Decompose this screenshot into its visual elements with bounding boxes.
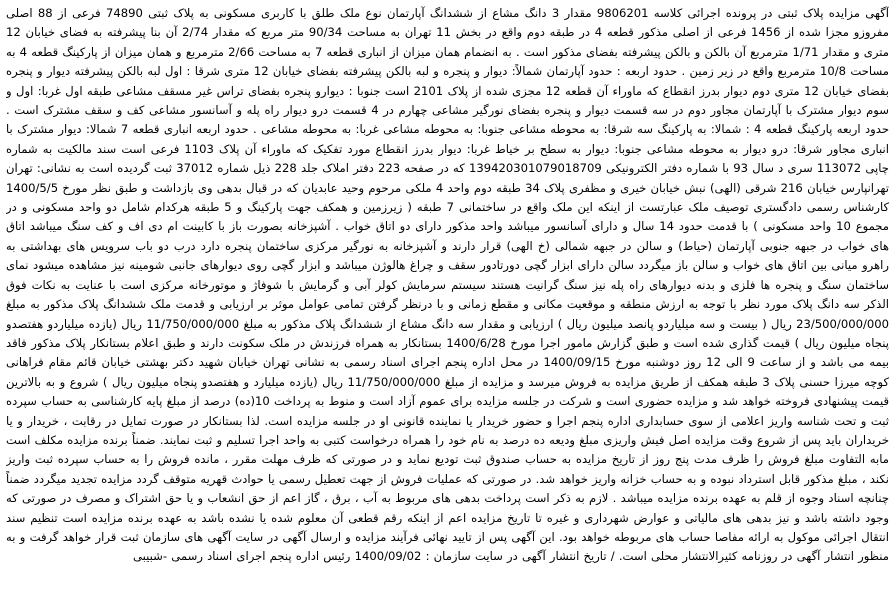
notice-body-text: آگهی مزایده پلاک ثبتی در پرونده اجرائی کلاسه 9806201 مقدار 3 دانگ مشاع از ششدانگ آپارتمان نوع ملک طلق با کاربری مسکونی به پلاک ثبتی 74890 فرعی از 88 اصلی مفروزو مجزا شده از 1456 فرعی از اصلی مذکور قطعه 4 در طبقه دوم واقع در بخش 11 تهران به مساحت 90/34 متر مربع که مقدار 2/74 آن بنا پیشرفته به فضای خیابان 12 متری و مقدار 1/71 مترمربع آن بالکن و بالکن پیشرفته بفضای مذکور است . به انضمام همان میزان از انباری قطعه 7 به مساحت 2/66 مترمربع و همان میزان از پارکینگ قطعه 4 به مساحت 10/8 مترمربع واقع در زیر زمین . حدود اربعه : حدود آپارتمان شمالاً: دیوار و پنجره و لبه بالکن پیشرفته بفضای خیابان 12 متری شرقا : اول لبه بالکن پیشرفته دیوار و پنجره بفضای خیابان 12 متری دوم دیوار بدرز انقطاع که ماوراء آن قطعه 12 مجزی شده از پلاک 2101 است جنوبا : دیوارو پنجره بفضای تراس غیر مسقف مشاعی طبقه اول غربا: اول و سوم دیوار مشترک با آپارتمان مجاور دوم در سه قسمت دیوار و پنجره بفضای نورگیر مشاعی چهارم در 4 قسمت درو دیوار راه پله و آسانسور مشاعی کف و سقف مشترک است . حدود اربعه پارکینگ قطعه 4 : شمالا: به پارکینگ سه شرقا: به محوطه مشاعی جنوبا: به محوطه مشاعی غربا: به محوطه مشاعی . حدود اربعه انباری قطعه 7 شمالا: دیوار مشترک با انباری مجاور شرقا: درو دیوار به محوطه مشاعی جنوبا: دیوار به سطح بر خیاط غربا: دیوار بدرز انقطاع مورد تفکیک که ماوراء آن پلاک 1103 فرعی است سند مالکیت به شماره چاپی 113072 سری د سال 93 با شماره دفتر الکترونیکی 139420301079018709 که در صفحه 223 دفتر املاک جلد 228 ذیل شماره 37012 ثبت گردیده است به نشانی: تهران تهرانپارس خیابان 216 شرقی (الهی) نبش خیابان خیری و مظفری پلاک 34 طبقه دوم واحد 4 ملکی مرحوم وحید عابدیان که در قبال بدهی وی بازداشت و طبق نظر مورخ 1400/5/5 کارشناس رسمی دادگستری توصیف ملک عبارتست از اینکه این ملک واقع در ساختمانی 7 طبقه ( زیرزمین و همکف جهت پارکینگ و 5 طبقه هرکدام شامل دو واحد مسکونی و در مجموع 10 واحد مسکونی ) با قدمت حدود 14 سال و دارای آسانسور میباشد واحد مذکور دارای دو اتاق خواب . آشپزخانه بصورت باز با کابینت ام دی اف و کف سنگ میباشد اتاق های خواب در جبهه جنوبی آپارتمان (حیاط) و سالن در جبهه شمالی (خ الهی) قرار دارند و آشپزخانه به نورگیر مرکزی ساختمان پنجره دارد درب دو باب سرویس های بهداشتی به راهرو میانی بین اتاق های خواب و سالن باز میگردد سالن دارای ابزار گچی دورتادور سقف و چراغ هالوژن میباشد و ابزار گچی روی دیوارهای جانبی شومینه نیز مشاهده میشود نمای ساختمان سنگ و پنجره ها فلزی و بدنه دیوارهای راه پله نیز سنگ گرانیت هستند سیستم سرمایش کولر آبی و گرمایش با شوفاژ و موتورخانه مرکزی است با عنایت به نکات فوق الذکر سه دانگ پلاک مورد نظر با توجه به ارزش منطقه و موقعیت مکانی و مقطع زمانی و با درنظر گرفتن تمامی عوامل موثر بر ارزیابی و قدمت ملک ششدانگ پلاک مذکور به مبلغ 23/500/000/000 ریال ( بیست و سه میلیاردو پانصد میلیون ریال ) ارزیابی و مقدار سه دانگ مشاع از ششدانگ پلاک مذکور به مبلغ 11/750/000/000 ریال (یازده میلیاردو هفتصدو پنجاه میلیون ریال ) قیمت گذاری شده است و طبق گزارش مامور اجرا مورخ 1400/6/28 بستانکار به همراه فرزندش در ملک سکونت دارند و طبق اعلام بستانکار پلاک مذکور فاقد بیمه می باشد و از ساعت 9 الی 12 روز دوشنبه مورخ 1400/09/15 در محل اداره پنجم اجرای اسناد رسمی به نشانی تهران خیابان شهید دکتر بهشتی خیابان قائم مقام فراهانی کوچه میرزا حسنی پلاک 3 طبقه همکف از طریق مزایده به فروش میرسد و مزایده از مبلغ 11/750/000/000 ریال (یازده میلیارد و هفتصدو پنجاه میلیون ریال ) شروع و به بالاترین قیمت پیشنهادی فروخته خواهد شد و مزایده حضوری است و شرکت در جلسه مزایده برای عموم آزاد است و منوط به پرداخت 10(ده) درصد از مبلغ پایه کارشناسی به حساب سپرده ثبت و تحت شناسه واریز اعلامی از سوی حسابداری اداره پنجم اجرا و حضور خریدار یا نماینده قانونی او در جلسه مزایده است. لذا بستانکار در صورت تمایل در رقابت ، خریدار و یا خریداران باید پس از شروع وقت مزایده اصل فیش واریزی مبلغ ودیعه ده درصد به نام خود را همراه درخواست کتبی به واحد اجرا تسلیم و ثبت نمایند. ضمناً برنده مزایده مکلف است مابه التفاوت مبلغ فروش را ظرف مدت پنج روز از تاریخ مزایده به حساب صندوق ثبت تودیع نماید و در صورتی که ظرف مهلت مقرر ، مانده فروش را به حساب سپرده ثبت واریز نکند ، مبلغ مذکور قابل استرداد نبوده و به حساب خزانه واریز خواهد شد. در صورتی که عملیات فروش از جهت تعطیل رسمی یا حوادث قهریه متوقف گردد مزایده تجدید میگردد ضمناً چنانچه اسناد وجوه از قلم به عهده برنده مزایده میباشد . لازم به ذکر است پرداخت بدهی های مربوط به آب ، برق ، گاز اعم از حق انشعاب و یا حق اشتراک و مصرف در صورتی که وجود داشته باشد و نیز بدهی های مالیاتی و عوارض شهرداری و غیره تا تاریخ مزایده اعم از اینکه رقم قطعی آن معلوم شده یا نشده باشد به عهده برنده مزایده است تنظیم سند انتقال اجرائی موکول به ارائه مفاصا حساب های مربوطه خواهد بود. این آگهی پس از تایید نهائی فرآیند مزایده و ارسال آگهی در سایت آگهی های سازمان ثبت قرار خواهد گرفت و به منظور انتشار آگهی در روزنامه کثیرالانتشار محلی است. / تاریخ انتشار آگهی در سایت سازمان : 1400/09/02 رئیس اداره پنجم اجرای اسناد رسمی -شبیبی — [6, 6, 889, 564]
auction-notice — [6, 4, 889, 587]
